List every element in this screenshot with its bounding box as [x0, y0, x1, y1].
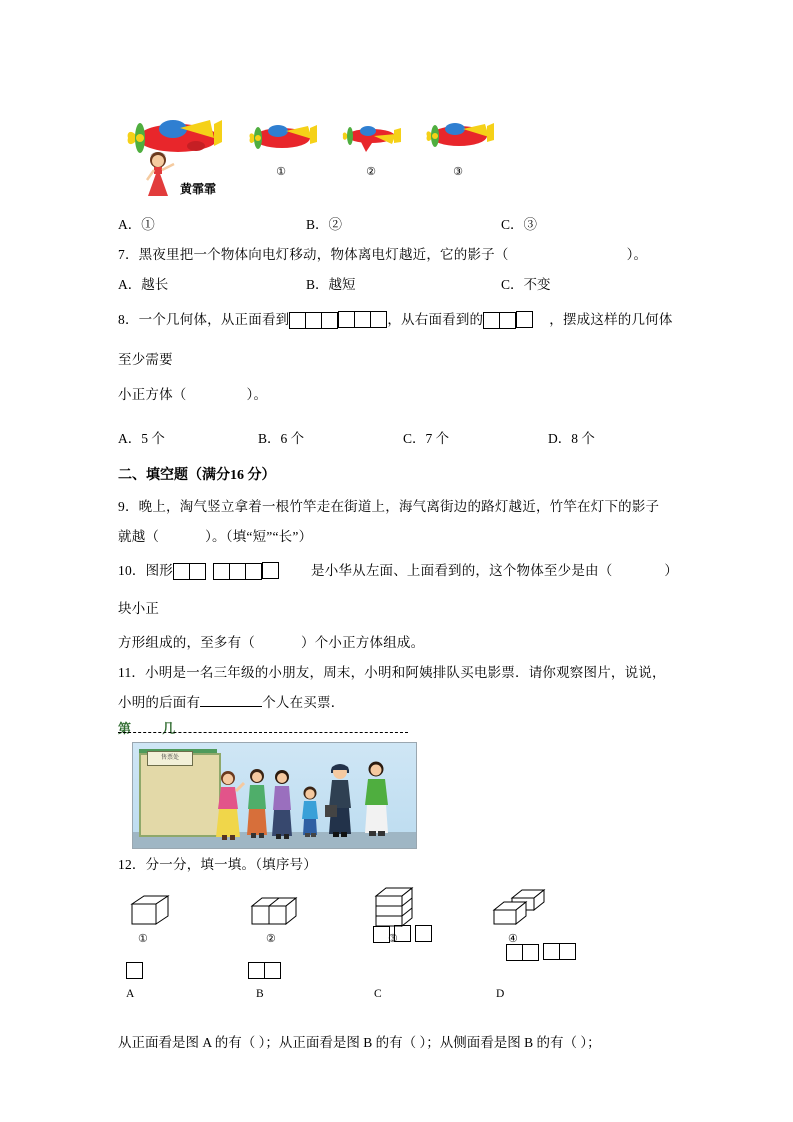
airplane-icon-3: [423, 108, 495, 160]
person-figure-5: [358, 759, 394, 841]
q12-number: 12．: [118, 857, 146, 872]
girl-name-label: 黄霏霏: [180, 182, 217, 196]
section-2-title: 二、填空题（满分16 分）: [118, 468, 276, 483]
airplane-illustration: [118, 80, 678, 210]
q12-text: 分一分，填一填。（填序号）: [145, 857, 317, 872]
cube-label-1: ①: [138, 933, 148, 945]
q11-text-a: 小明是一名三年级的小朋友，周末，小明和阿姨排队买电影票．请你观察图片，说说，: [145, 665, 666, 680]
q8-text-b: ，从右面看到的: [387, 312, 484, 327]
q12-cube-figures-row: [118, 884, 678, 954]
question-8-cont: [118, 380, 678, 410]
airplane-label-1: ①: [276, 166, 286, 178]
view-shape-a: [126, 962, 143, 979]
question-10: [118, 552, 678, 628]
ticket-queue-illustration: [118, 720, 678, 850]
q8-options-row: [118, 424, 678, 454]
view-shape-d: [490, 944, 592, 961]
q12-shape-views-row: [118, 954, 678, 1029]
q7-option-a[interactable]: A．越长: [118, 277, 169, 292]
question-8: [118, 300, 678, 380]
cube-label-2: ②: [266, 933, 276, 945]
q9-text-c: ）。（填“短”“长”）: [205, 529, 313, 544]
q8-option-a[interactable]: A．5 个: [118, 431, 165, 446]
cube-figure-2: [248, 890, 314, 932]
q10-text-a: 图形: [145, 563, 174, 578]
cube-label-4: ④: [508, 933, 518, 945]
view-label-b: B: [256, 988, 264, 1000]
q7-text: 黑夜里把一个物体向电灯移动，物体离电灯越近，它的影子（: [138, 247, 509, 262]
q9-number: 9．: [118, 499, 139, 514]
q9-text-a: 晚上，淘气竖立拿着一根竹竿走在街道上，海气离街边的路灯越近，竹竿在灯下的影子: [138, 499, 660, 514]
question-9-cont: [118, 522, 678, 552]
cube-label-3: ③: [388, 933, 398, 945]
q6-option-b[interactable]: B．②: [306, 217, 343, 232]
q7-option-b[interactable]: B．越短: [306, 277, 356, 292]
q8-right-view-grid: [483, 312, 549, 329]
q11-number: 11．: [118, 665, 146, 680]
q10-left-view-grid: [173, 563, 206, 580]
q7-text-end: ）。: [626, 247, 648, 262]
question-11-cont: [118, 688, 678, 718]
q6-option-c[interactable]: C．③: [501, 217, 538, 232]
airplane-label-3: ③: [453, 166, 463, 178]
queue-top-label: 第 几: [118, 721, 190, 736]
q8-option-b[interactable]: B．6 个: [258, 431, 305, 446]
q8-number: 8．: [118, 312, 139, 327]
q8-front-view-grid: [289, 312, 387, 329]
q11-text-c: 个人在买票．: [262, 695, 345, 710]
q8-text-c: ，摆成这样的几何体至少需要: [118, 312, 673, 367]
q10-top-view-grid: [213, 563, 311, 580]
q11-text-b: 小明的后面有: [118, 695, 201, 710]
view-shape-c: [373, 926, 432, 943]
cube-figure-1: [126, 890, 174, 932]
q12-answer-line: 从正面看是图 A 的有（ ）；从正面看是图 B 的有（ ）；从侧面看是图 B 的有（ ）；: [118, 1035, 601, 1050]
cube-figure-4: [490, 888, 556, 932]
queue-photo: [132, 742, 417, 849]
q6-option-a[interactable]: A．①: [118, 217, 155, 232]
person-figure-1: [211, 769, 245, 841]
view-label-d: D: [496, 988, 505, 1000]
view-shape-b: [248, 962, 281, 979]
airplane-icon-2: [340, 114, 402, 160]
q9-text-b: 就越（: [118, 529, 160, 544]
airplane-icon-1: [246, 110, 318, 162]
q10-text-e: ）个小正方体组成。: [301, 635, 425, 650]
question-11: [118, 658, 678, 688]
q10-text-b: 是小华从左面、上面看到的，这个物体至少是由（: [311, 563, 613, 578]
q8-text-e: ）。: [246, 387, 268, 402]
ticket-window-sign: 售票处: [147, 751, 193, 766]
q10-text-d: 方形组成的，至多有（: [118, 635, 255, 650]
view-label-c: C: [374, 988, 382, 1000]
q11-answer-blank[interactable]: [200, 692, 262, 707]
q8-option-d[interactable]: D．8 个: [548, 431, 595, 446]
q7-number: 7．: [118, 247, 139, 262]
question-9: [118, 492, 678, 522]
q7-option-c[interactable]: C．不变: [501, 277, 551, 292]
girl-figure-icon: [138, 148, 178, 200]
airplane-label-2: ②: [366, 166, 376, 178]
q8-text-a: 一个几何体，从正面看到: [138, 312, 290, 327]
q6-options-row: [118, 210, 678, 240]
question-7: [118, 240, 678, 270]
view-label-a: A: [126, 988, 135, 1000]
q10-number: 10．: [118, 563, 146, 578]
q10-text-c: ）块小正: [118, 563, 672, 616]
question-12: [118, 850, 678, 880]
q8-option-c[interactable]: C．7 个: [403, 431, 450, 446]
person-figure-3: [266, 768, 298, 841]
officer-figure: [323, 761, 359, 841]
child-figure: [296, 785, 324, 841]
dashed-divider: [118, 732, 408, 733]
worksheet-content: [118, 80, 678, 1057]
q7-options-row: [118, 270, 678, 300]
q8-text-d: 小正方体（: [118, 387, 187, 402]
question-10-cont: [118, 628, 678, 658]
